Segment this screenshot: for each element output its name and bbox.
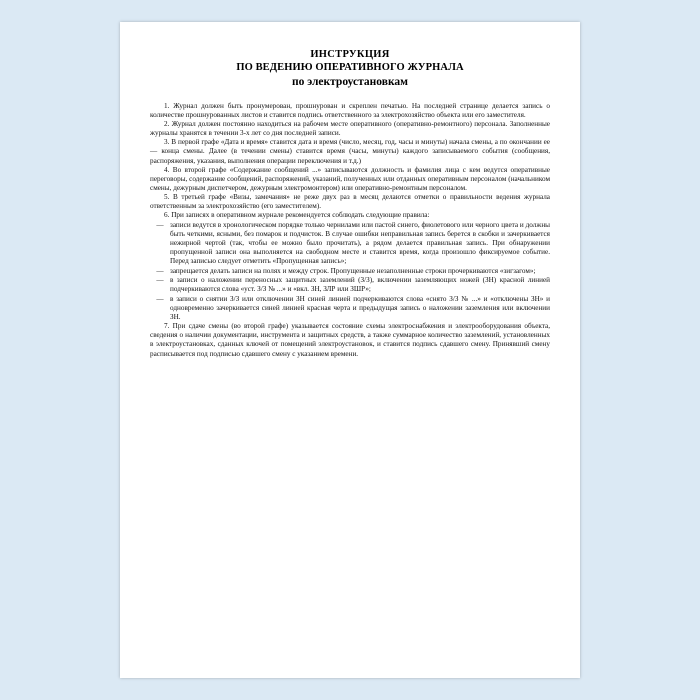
paragraph-2: 2. Журнал должен постоянно находиться на рабочем месте оперативного (оперативно-ремонтного) персонала. Заполненные журналы хранятся в течении 3-х лет со дня последней записи. <box>150 120 550 138</box>
list-item <box>150 276 550 294</box>
paragraph-6: 6. При записях в оперативном журнале рекомендуется соблюдать следующие правила: <box>164 211 430 220</box>
title-line-3: по электроустановкам <box>291 76 409 88</box>
rule-text-1: записи ведутся в хронологическом порядке только чернилами или пастой синего, фиолетового или черного цвета и должны быть четкими, ясными, без помарок и подчисток. В случае ошибки неправильная запись берется в скобки и зачеркивается нежирной чертой (так, чтобы ее можно было прочитать), а рядом делается правильная запись. При обнаружении пропущенной записи она выполняется на свободном месте и ставится время, когда произошло фиксируемое событие. Перед записью следует отметить «Пропущенная запись»; <box>170 220 550 266</box>
list-item <box>150 221 550 266</box>
document-body <box>120 22 580 359</box>
dash-bullet: — <box>156 266 164 275</box>
dash-bullet: — <box>156 276 164 285</box>
rule-text-2: запрещается делать записи на полях и между строк. Пропущенные незаполненные строки прочеркиваются «зигзагом»; <box>170 266 536 275</box>
paragraph-4: 4. Во второй графе «Содержание сообщений ...» записываются должность и фамилия лица с кем ведутся оперативные переговоры, содержание сообщений, распоряжений, указаний, полученных или отданных оперативным персоналом (начальником смены, дежурным диспетчером, дежурным электромонтером) или оперативно-ремонтным персоналом. <box>150 165 550 192</box>
document-page <box>120 22 580 678</box>
list-item <box>150 295 550 322</box>
rule-text-4: в записи о снятии З/З или отключении ЗН синей линией подчеркиваются слова «снято З/З № ...» и «отключены ЗН» и одновременно зачеркивается синей линией красная черта и предыдущая запись о наложении заземления или включении ЗН. <box>170 294 550 322</box>
paragraph-3: 3. В первой графе «Дата и время» ставится дата и время (число, месяц, год, часы и минуты) начала смены, а по окончании ее — конца смены. Далее (в течении смены) ставится время (часы, минуты) каждого записываемого события (сообщения, распоряжения, указания, выполнения операции переключения и т.д.) <box>150 138 550 165</box>
paragraph-1: 1. Журнал должен быть пронумерован, прошнурован и скреплен печатью. На последней странице делается запись о количестве прошнурованных листов и ставится подпись ответственного за электрохозяйство объекта или его заместителя. <box>150 102 550 120</box>
list-item <box>150 267 550 276</box>
rules-list <box>150 221 550 323</box>
dash-bullet: — <box>156 220 164 229</box>
dash-bullet: — <box>156 294 164 303</box>
paragraph-5: 5. В третьей графе «Визы, замечания» не реже двух раз в месяц делаются отметки о правильности ведения журнала ответственным за электрохозяйство (его заместителем). <box>150 192 550 211</box>
paragraph-7: 7. При сдаче смены (во второй графе) указывается состояние схемы электроснабжения и электрооборудования объекта, сведения о наличии документации, инструмента и защитных средств, а также суммарное количество заземлений, установленных в электроустановках, сданных ключей от помещений электроустановок, и ставится подпись сдавшего смену. Принявший смену расписывается под подписью сдавшего смену с указанием времени. <box>150 322 550 358</box>
rule-text-3: в записи о наложении переносных защитных заземлений (З/З), включении заземляющих ножей (ЗН) красной линией подчеркиваются слова «уст. З/З № ...» и «вкл. ЗН, ЗЛР или ЗШР»; <box>170 276 550 294</box>
title-line-1: ИНСТРУКЦИЯ <box>310 49 390 60</box>
document-title <box>150 48 550 90</box>
title-line-2: ПО ВЕДЕНИЮ ОПЕРАТИВНОГО ЖУРНАЛА <box>236 62 464 73</box>
